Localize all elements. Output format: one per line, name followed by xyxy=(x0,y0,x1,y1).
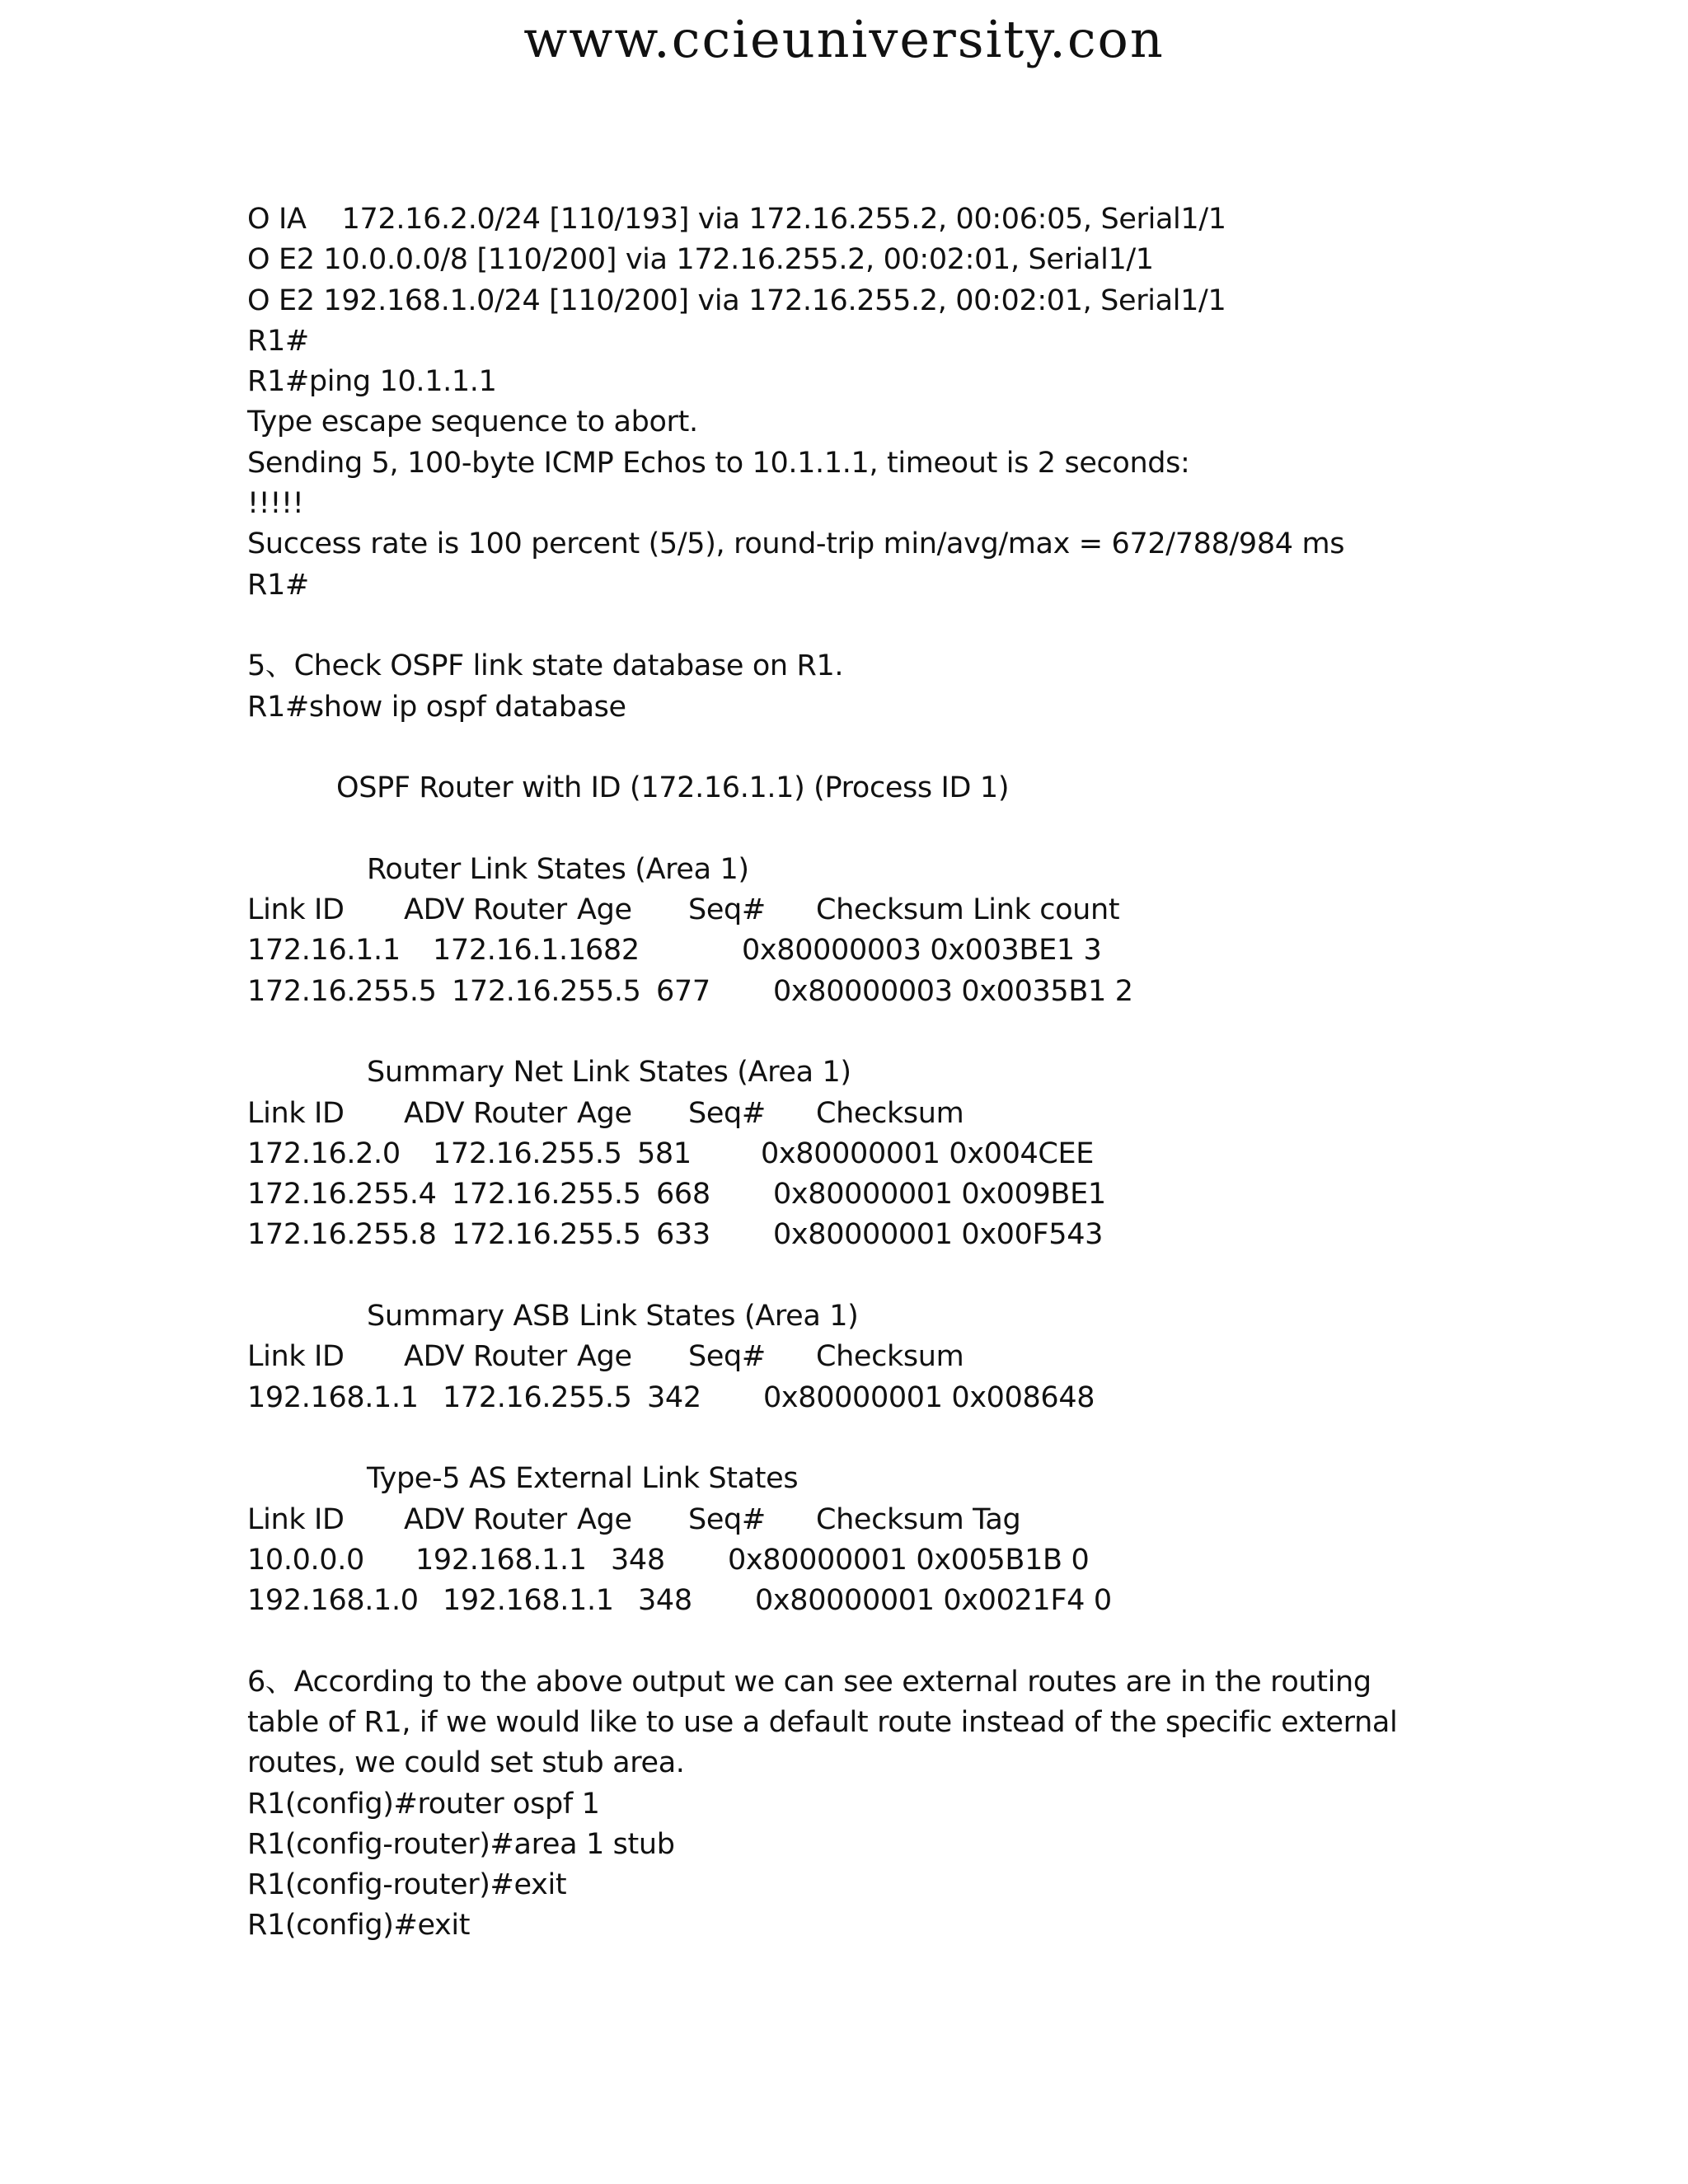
cell: 668 xyxy=(656,1178,710,1212)
col-header: Link ID xyxy=(247,1502,345,1536)
route-line: O IA 172.16.2.0/24 [110/193] via 172.16.255.2, 00:06:05, Serial1/1 xyxy=(247,203,1226,236)
route-line: O E2 10.0.0.0/8 [110/200] via 172.16.255.2, 00:02:01, Serial1/1 xyxy=(247,243,1154,277)
cli-line: R1#ping 10.1.1.1 xyxy=(247,365,497,399)
table-row xyxy=(247,930,1566,971)
cell: 172.16.255.5 xyxy=(443,1380,632,1414)
cell: 172.16.255.5 xyxy=(452,1218,641,1252)
table-row xyxy=(247,1378,1566,1418)
cell: 192.168.1.1 xyxy=(443,1584,614,1618)
cli-line: Type escape sequence to abort. xyxy=(247,405,698,439)
cell: 172.16.2.0 xyxy=(247,1137,401,1170)
cell: 172.16.255.5 xyxy=(433,1137,622,1170)
table-row xyxy=(247,1540,1566,1581)
step-heading: 5、Check OSPF link state database on R1. xyxy=(247,649,844,683)
cell: 172.16.1.1 xyxy=(433,934,586,968)
cell: 172.16.255.4 xyxy=(247,1178,437,1212)
cell: 0x80000003 0x003BE1 3 xyxy=(742,934,1102,968)
section-title: Type-5 AS External Link States xyxy=(367,1462,799,1496)
cell: 0x80000001 0x005B1B 0 xyxy=(728,1543,1090,1577)
col-header: Checksum xyxy=(816,1096,964,1130)
cell: 342 xyxy=(647,1380,701,1414)
cell: 0x80000001 0x008648 xyxy=(763,1380,1095,1414)
table-header xyxy=(247,1500,1566,1540)
col-header: Link ID xyxy=(247,893,345,927)
table-header xyxy=(247,1094,1566,1134)
col-header: ADV Router xyxy=(404,1502,567,1536)
cell: 172.16.255.5 xyxy=(247,974,437,1008)
cell: 192.168.1.1 xyxy=(247,1380,419,1414)
cell: 348 xyxy=(638,1584,692,1618)
col-header: Age xyxy=(577,1502,632,1536)
table-row xyxy=(247,1581,1566,1621)
cell: 633 xyxy=(656,1218,710,1252)
cell: 0x80000003 0x0035B1 2 xyxy=(773,974,1133,1008)
col-header: Checksum xyxy=(816,1340,964,1374)
col-header: Link ID xyxy=(247,1096,345,1130)
cell: 0x80000001 0x00F543 xyxy=(773,1218,1104,1252)
section-title: Summary ASB Link States (Area 1) xyxy=(367,1300,859,1333)
site-header: www.ccieuniversity.con xyxy=(523,9,1165,69)
col-header: Age xyxy=(577,1340,632,1374)
col-header: ADV Router xyxy=(404,893,567,927)
cli-line: R1#show ip ospf database xyxy=(247,690,626,724)
table-row xyxy=(247,1174,1566,1215)
cell: 0x80000001 0x0021F4 0 xyxy=(755,1584,1112,1618)
cell: 348 xyxy=(611,1543,665,1577)
table-header xyxy=(247,1337,1566,1377)
router-id-line: OSPF Router with ID (172.16.1.1) (Process ID 1) xyxy=(336,771,1010,805)
cell: 0x80000001 0x004CEE xyxy=(761,1137,1095,1170)
col-header: Checksum Tag xyxy=(816,1502,1021,1536)
cli-line: R1# xyxy=(247,324,309,358)
col-header: Checksum Link count xyxy=(816,893,1120,927)
col-header: Seq# xyxy=(688,1340,766,1374)
table-row xyxy=(247,972,1566,1012)
cell: 192.168.1.1 xyxy=(415,1543,587,1577)
cell: 682 xyxy=(585,934,640,968)
cli-line: R1(config)#exit xyxy=(247,1909,471,1943)
route-line: O E2 192.168.1.0/24 [110/200] via 172.16.255.2, 00:02:01, Serial1/1 xyxy=(247,284,1226,317)
col-header: Age xyxy=(577,1096,632,1130)
cli-line: Sending 5, 100-byte ICMP Echos to 10.1.1.1, timeout is 2 seconds: xyxy=(247,446,1190,480)
cell: 172.16.255.5 xyxy=(452,1178,641,1212)
step-paragraph: 6、According to the above output we can see external routes are in the routing table of R1, if we would like to use a default route instead of the specific external routes, we could set stub area. xyxy=(247,1665,1398,1780)
section-title: Router Link States (Area 1) xyxy=(367,852,749,886)
cli-line: Success rate is 100 percent (5/5), round-trip min/avg/max = 672/788/984 ms xyxy=(247,527,1345,561)
col-header: ADV Router xyxy=(404,1340,567,1374)
col-header: Seq# xyxy=(688,1502,766,1536)
cell: 0x80000001 0x009BE1 xyxy=(773,1178,1106,1212)
col-header: Seq# xyxy=(688,1096,766,1130)
cell: 172.16.1.1 xyxy=(247,934,401,968)
cli-line: R1(config-router)#exit xyxy=(247,1868,567,1902)
cell: 10.0.0.0 xyxy=(247,1543,364,1577)
col-header: ADV Router xyxy=(404,1096,567,1130)
cell: 581 xyxy=(637,1137,692,1170)
cli-line: !!!!! xyxy=(247,487,304,521)
table-row xyxy=(247,1215,1566,1255)
col-header: Age xyxy=(577,893,632,927)
section-title: Summary Net Link States (Area 1) xyxy=(367,1056,851,1090)
cli-line: R1# xyxy=(247,568,309,602)
document-body xyxy=(247,199,1566,1947)
cell: 677 xyxy=(656,974,710,1008)
table-header xyxy=(247,890,1566,930)
table-row xyxy=(247,1134,1566,1174)
cli-line: R1(config)#router ospf 1 xyxy=(247,1787,600,1821)
cell: 192.168.1.0 xyxy=(247,1584,419,1618)
cell: 172.16.255.5 xyxy=(452,974,641,1008)
col-header: Link ID xyxy=(247,1340,345,1374)
col-header: Seq# xyxy=(688,893,766,927)
cli-line: R1(config-router)#area 1 stub xyxy=(247,1827,675,1861)
cell: 172.16.255.8 xyxy=(247,1218,437,1252)
